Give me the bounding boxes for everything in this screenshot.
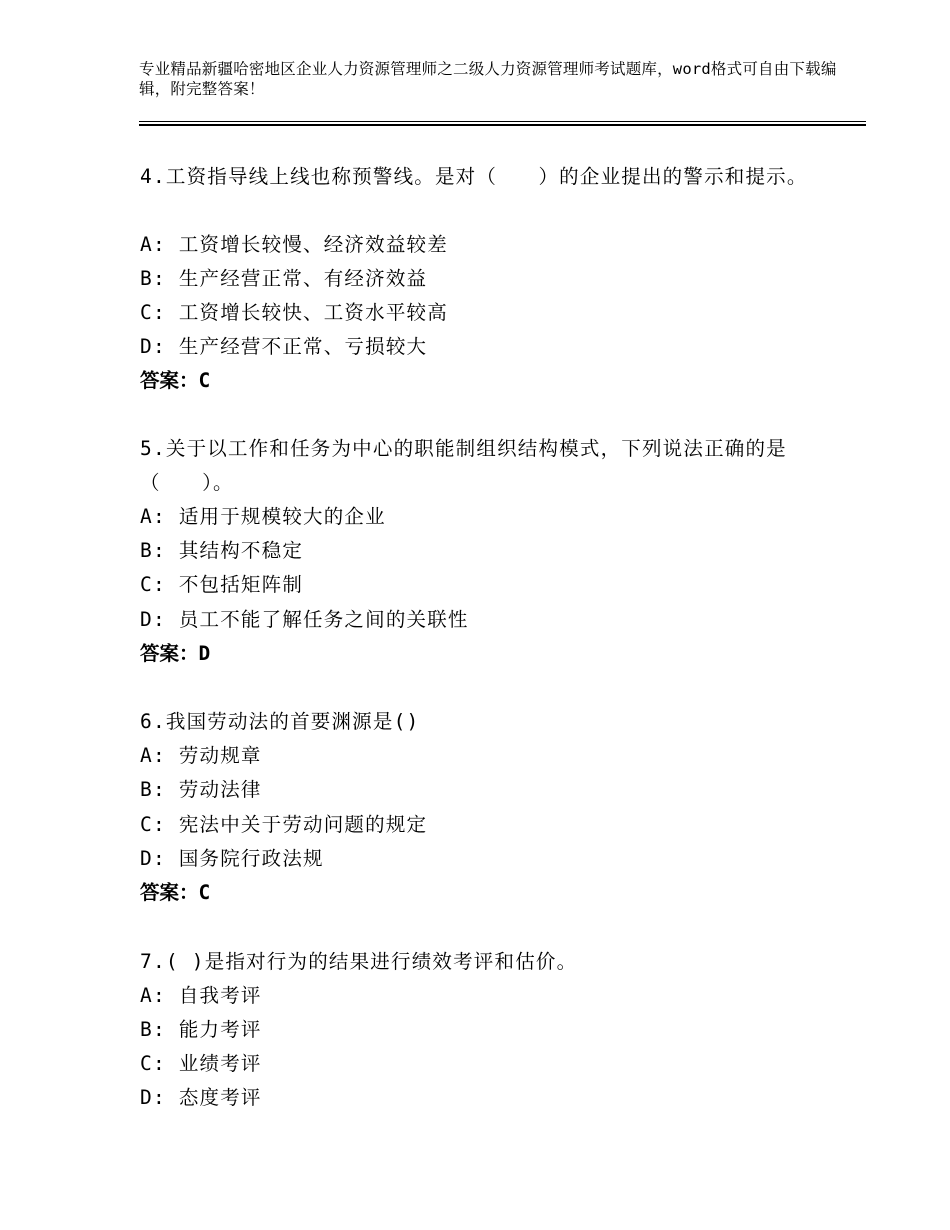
question-4-option-a: A: 工资增长较慢、经济效益较差 [140, 233, 448, 256]
question-4-text: 4.工资指导线上线也称预警线。是对（ ）的企业提出的警示和提示。 [140, 165, 808, 188]
question-6-option-c: C: 宪法中关于劳动问题的规定 [140, 813, 428, 836]
question-7-option-b: B: 能力考评 [140, 1018, 262, 1041]
answer-value: D [198, 642, 211, 665]
question-5-option-d: D: 员工不能了解任务之间的关联性 [140, 608, 469, 631]
question-4-option-b: B: 生产经营正常、有经济效益 [140, 267, 428, 290]
question-6-answer [140, 876, 210, 910]
question-6-text: 6.我国劳动法的首要渊源是() [140, 710, 420, 733]
question-7-option-c: C: 业绩考评 [140, 1052, 262, 1075]
question-4-option-d: D: 生产经营不正常、亏损较大 [140, 335, 428, 358]
question-7-option-d: D: 态度考评 [140, 1086, 262, 1109]
question-6-option-d: D: 国务院行政法规 [140, 847, 324, 870]
header-divider-thin [139, 121, 866, 122]
answer-label: 答案： [140, 369, 199, 392]
question-7-text: 7.( )是指对行为的结果进行绩效考评和估价。 [140, 950, 578, 973]
question-4-option-c: C: 工资增长较快、工资水平较高 [140, 301, 448, 324]
header-divider-thick [139, 124, 866, 126]
question-5-answer [140, 637, 210, 671]
question-6-option-a: A: 劳动规章 [140, 744, 262, 767]
question-5-text: 5.关于以工作和任务为中心的职能制组织结构模式，下列说法正确的是（ ）。 [140, 437, 787, 494]
question-7-option-a: A: 自我考评 [140, 984, 262, 1007]
answer-value: C [198, 881, 211, 904]
question-5-option-c: C: 不包括矩阵制 [140, 573, 304, 596]
document-header: 专业精品新疆哈密地区企业人力资源管理师之二级人力资源管理师考试题库，word格式可自由下载编辑，附完整答案！ [139, 60, 837, 98]
question-5-option-a: A: 适用于规模较大的企业 [140, 505, 386, 528]
answer-value: C [198, 369, 211, 392]
question-5-option-b: B: 其结构不稳定 [140, 539, 304, 562]
answer-label: 答案： [140, 881, 199, 904]
question-4-answer [140, 364, 210, 398]
question-6-option-b: B: 劳动法律 [140, 778, 262, 801]
answer-label: 答案： [140, 642, 199, 665]
